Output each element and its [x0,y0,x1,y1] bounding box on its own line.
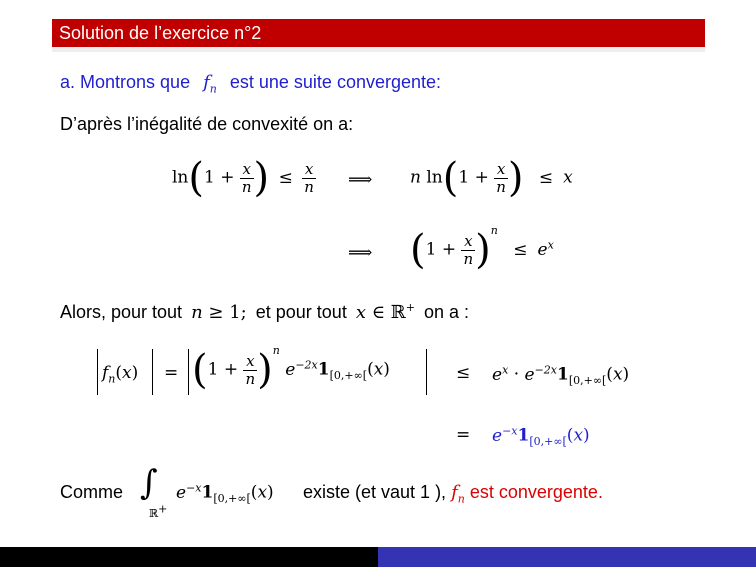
alors-line [60,301,469,323]
section-a-sequence: $f_n$ [203,72,217,96]
frame-title-shadow [52,47,705,52]
intro-text: D’après l’inégalité de convexité on a: [60,114,354,134]
comme-suffix: est convergente. [469,482,603,502]
comme-sequence: $f_n$ [451,482,465,506]
line2-rhs: (1 + $\frac{x}{n}$ )$^n \le e^x$ [410,223,554,273]
ineq-eq: = [456,425,471,445]
alors-suffix: on a : [423,302,470,322]
section-a-suffix: est une suite convergente: [229,72,442,92]
abs-bar-1 [97,349,98,395]
alors-cond1: n ≥ 1; [191,302,247,323]
line1-implies: ⟹ [348,170,373,190]
section-a-line [60,72,441,96]
alors-cond2: x ∈ ℝ+ [355,301,415,323]
line2-implies: ⟹ [348,243,373,263]
comme-integral: ∫ [140,463,158,503]
comme-line-rest [303,482,603,506]
comme-middle: existe (et vaut 1 ), [303,482,447,502]
abs-bar-2 [152,349,153,395]
ineq-middle: (1 + $\frac{x}{n}$ )$^n$ $e^{-2x}1_{[0,+\infty[}(x)$ [192,343,390,393]
ineq-le: ≤ [456,363,471,383]
comme-integrand: $e^{-x}1_{[0,+\infty[}(x)$ [176,481,274,506]
line1-rhs: n ln(1 + $\frac{x}{n}$ ) ≤ x [410,155,573,201]
abs-bar-3 [188,349,189,395]
frame-title-text: Solution de l’exercice n°2 [59,23,262,43]
footer-bar-right [378,547,756,567]
alors-prefix: Alors, pour tout [60,302,183,322]
comme-integral-domain: ℝ+ [149,502,168,520]
ineq-fn: $f_n(x)$ [102,363,139,386]
footer-bar-left [0,547,378,567]
line1-lhs: ln(1 + $\frac{x}{n}$ ) ≤ $\frac{x}{n}$ [172,155,314,201]
section-a-prefix: a. Montrons que [60,72,191,92]
ineq-rhs2: $e^{-x}1_{[0,+\infty[}(x)$ [492,424,590,449]
alors-middle: et pour tout [255,302,347,322]
abs-bar-4 [426,349,427,395]
frame-title [52,19,705,47]
comme-prefix: Comme [60,482,124,502]
ineq-rhs1: $e^x \cdot e^{-2x}1_{[0,+\infty[}(x)$ [492,363,630,388]
ineq-equals: = [164,363,179,383]
